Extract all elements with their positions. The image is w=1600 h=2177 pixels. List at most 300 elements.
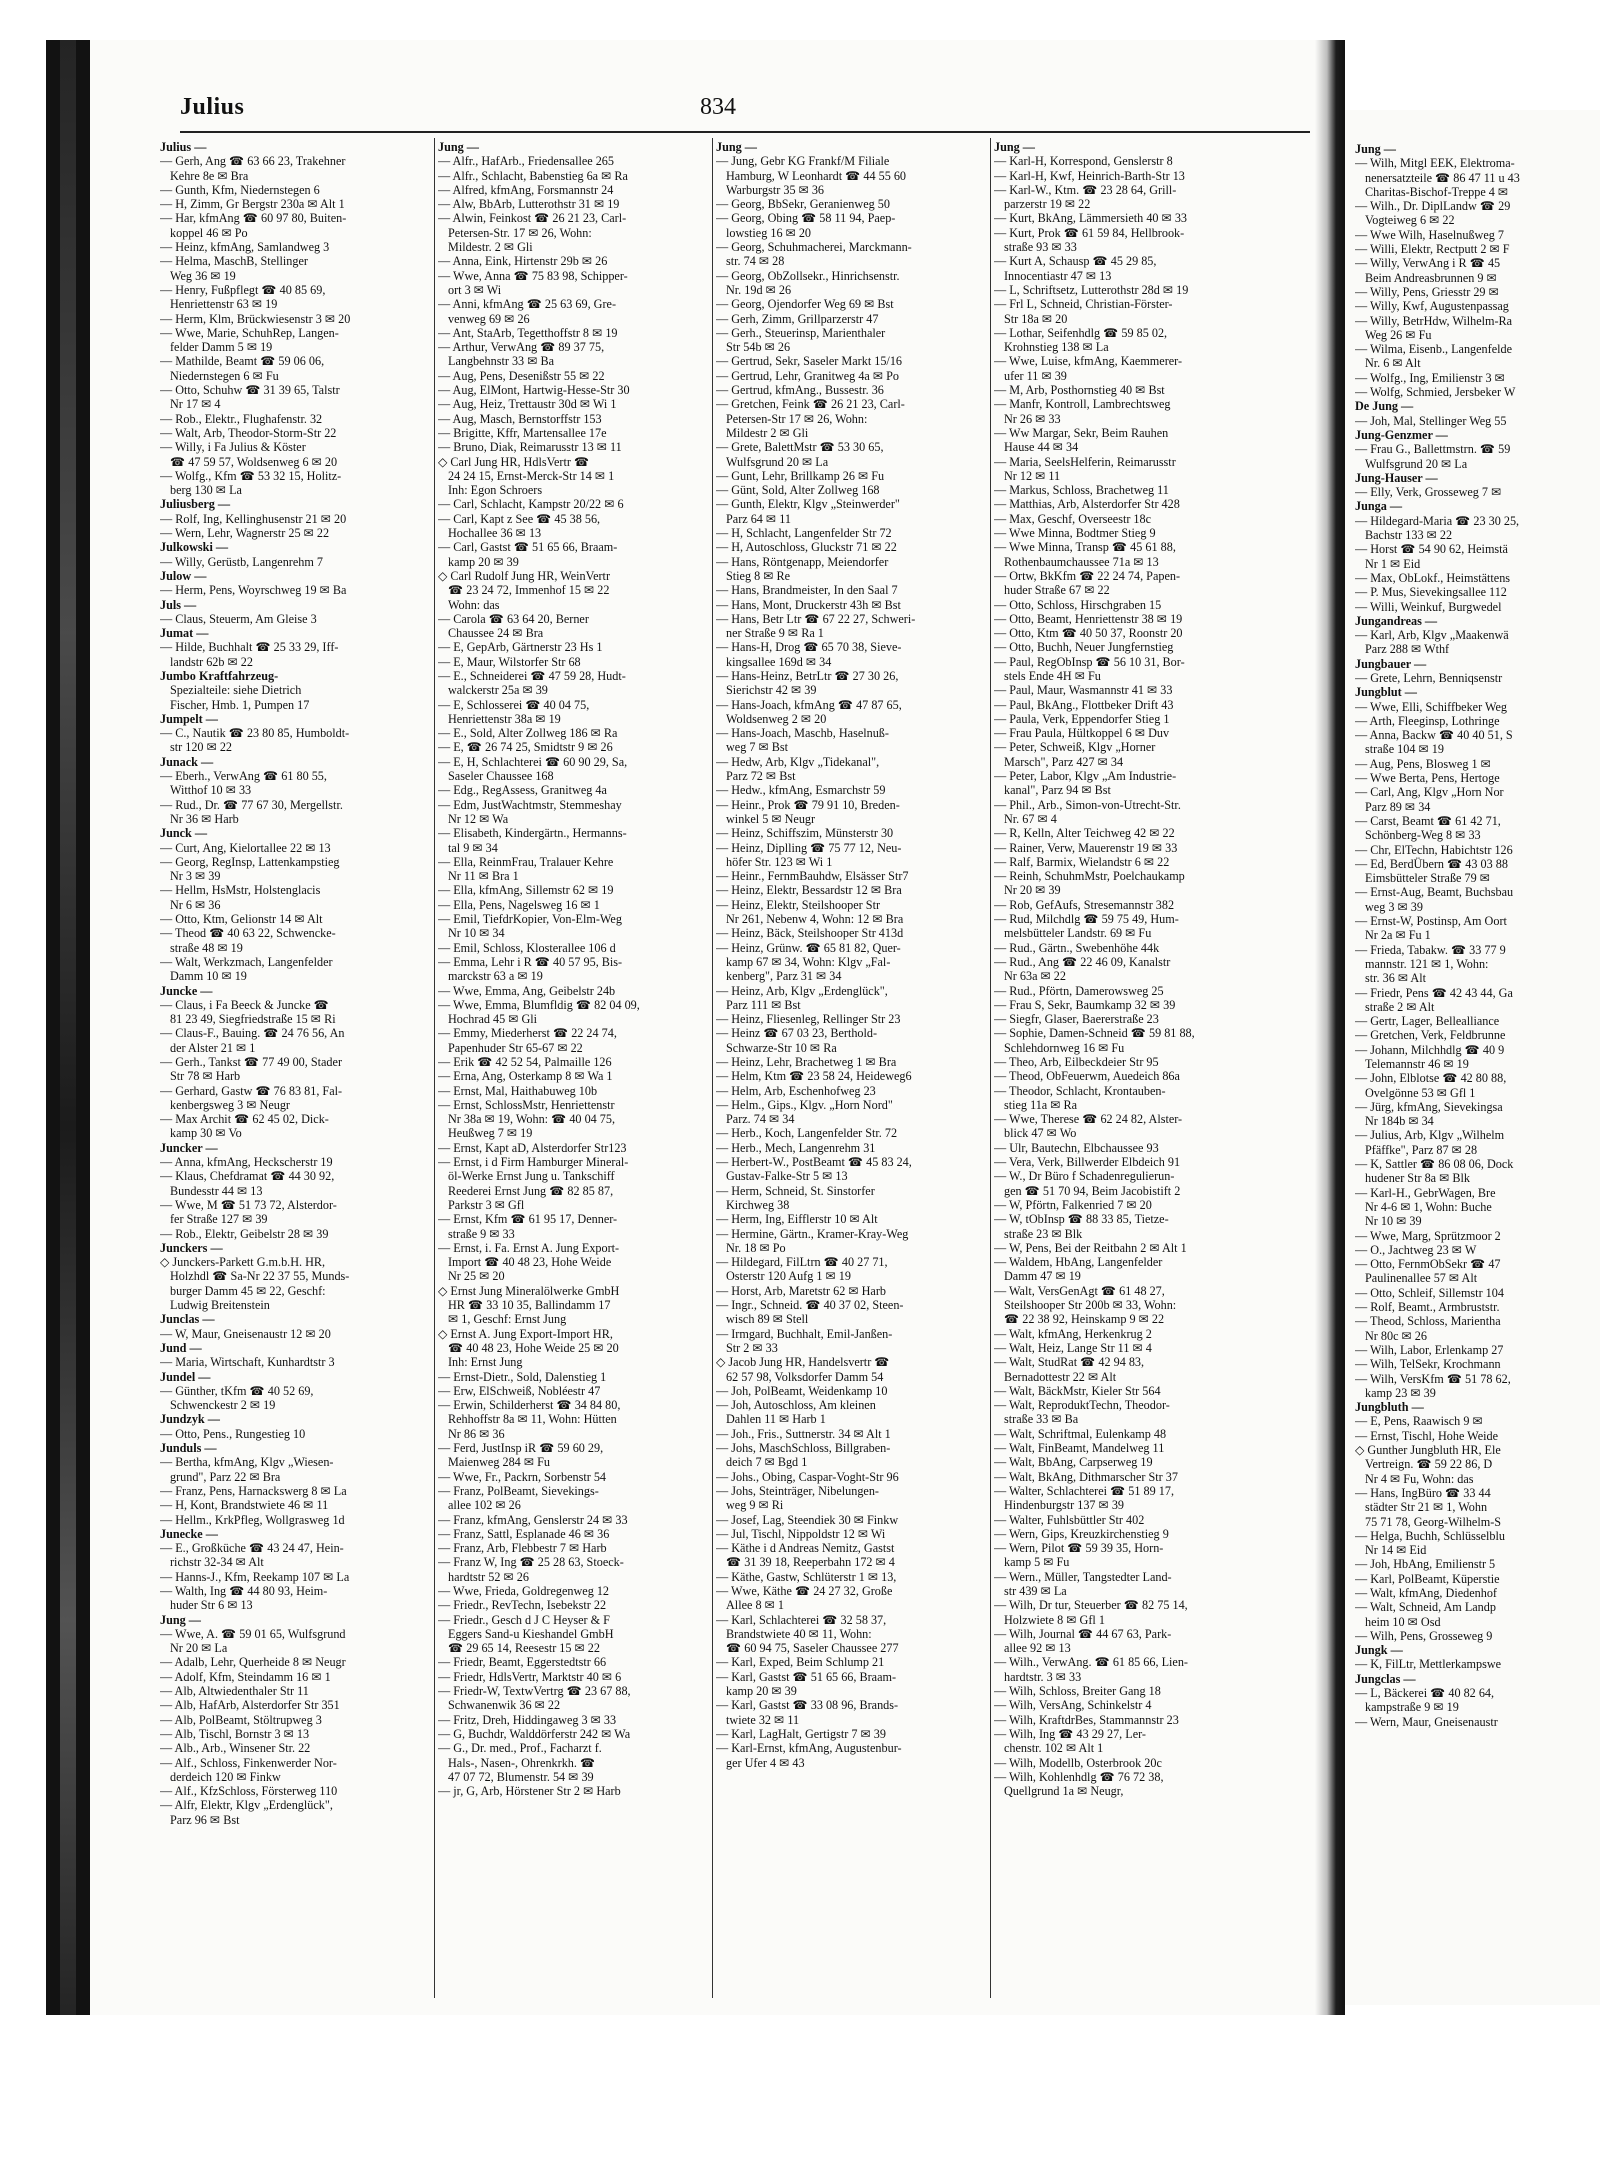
directory-entry-line: — Walth, Ing ☎ 44 80 93, Heim-: [160, 1583, 328, 1598]
directory-entry-line: — Karl-W., Ktm. ☎ 23 28 64, Grill-: [994, 182, 1177, 197]
directory-entry-line: — Willy, i Fa Julius & Köster: [160, 440, 306, 455]
directory-entry-line: — Hans-H, Drog ☎ 65 70 38, Sieve-: [716, 640, 902, 655]
column-divider: [434, 138, 435, 1998]
directory-entry-line: De Jung —: [1355, 399, 1414, 414]
directory-entry-line: Holzwiete 8 ✉ Gfl 1: [1004, 1612, 1105, 1627]
directory-entry-line: Jundel —: [160, 1369, 211, 1384]
directory-entry-line: wisch 89 ✉ Stell: [726, 1312, 809, 1327]
directory-entry-line: städter Str 21 ✉ 1, Wohn: [1365, 1500, 1488, 1515]
directory-entry-line: — Walt, BkAng, Dithmarscher Str 37: [994, 1469, 1178, 1484]
directory-entry-line: — Wolfg., Kfm ☎ 53 32 15, Holitz-: [160, 468, 342, 483]
directory-entry-line: — Willi, Elektr, Rectputt 2 ✉ F: [1355, 242, 1510, 257]
directory-entry-line: — Kurt, BkAng, Lämmersieth 40 ✉ 33: [994, 211, 1188, 226]
directory-entry-line: — Georg, Schuhmacherei, Marckmann-: [716, 240, 912, 255]
directory-entry-line: — Willi, Weinkuf, Burgwedel: [1355, 599, 1502, 614]
directory-entry-line: Spezialteile: siehe Dietrich: [170, 683, 302, 698]
directory-entry-line: — Wwe, Elli, Schiffbeker Weg: [1355, 699, 1508, 714]
directory-entry-line: Hause 44 ✉ 34: [1004, 440, 1079, 455]
directory-entry-line: straße 2 ✉ Alt: [1365, 999, 1435, 1014]
directory-entry-line: — Gerh., Steuerinsp, Marienthaler: [716, 325, 886, 340]
directory-entry-line: straße 23 ✉ Blk: [1004, 1226, 1083, 1241]
directory-entry-line: venweg 69 ✉ 26: [448, 311, 530, 326]
directory-entry-line: Wulfsgrund 20 ✉ La: [1365, 456, 1468, 471]
directory-entry-line: Hochallee 36 ✉ 13: [448, 526, 542, 541]
directory-entry-line: kamp 20 ✉ 39: [726, 1684, 797, 1699]
directory-entry-line: — Jürg, kfmAng, Sievekingsa: [1355, 1099, 1503, 1114]
directory-entry-line: Nr 12 ✉ Wa: [448, 811, 509, 826]
column-3: [716, 140, 984, 1770]
directory-entry-line: Nr 12 ✉ 11: [1004, 468, 1061, 483]
directory-entry-line: — Walt, Schriftmal, Eulenkamp 48: [994, 1426, 1167, 1441]
directory-entry-line: — H, Kont, Brandstwiete 46 ✉ 11: [160, 1498, 329, 1513]
directory-entry-line: Jungk —: [1355, 1643, 1403, 1658]
directory-entry-line: Ovelgönne 53 ✉ Gfl 1: [1365, 1085, 1476, 1100]
directory-entry-line: Nr 63a ✉ 22: [1004, 969, 1066, 984]
directory-entry-line: Jumbo Kraftfahrzeug-: [160, 668, 279, 683]
directory-entry-line: — Walt, StudRat ☎ 42 94 83,: [994, 1355, 1145, 1370]
directory-entry-line: — Käthe i d Andreas Nemitz, Gastst: [716, 1541, 895, 1556]
directory-entry-line: — Theod ☎ 40 63 22, Schwencke-: [160, 926, 336, 941]
directory-entry-line: Nr 86 ✉ 36: [448, 1426, 505, 1441]
directory-entry-line: Nr 36 ✉ Harb: [170, 811, 239, 826]
directory-entry-line: — Aug, Heiz, Trettaustr 30d ✉ Wi 1: [438, 397, 617, 412]
directory-entry-line: — Max Archit ☎ 62 45 02, Dick-: [160, 1112, 329, 1127]
directory-entry-line: — Walt, BäckMstr, Kieler Str 564: [994, 1383, 1161, 1398]
directory-entry-line: — E, GepArb, Gärtnerstr 23 Hs 1: [438, 640, 603, 655]
directory-entry-line: — Heinz, Bäck, Steilshooper Str 413d: [716, 926, 904, 941]
directory-entry-line: Beim Andreasbrunnen 9 ✉: [1365, 270, 1497, 285]
directory-entry-line: — Karl-H., GebrWagen, Bre: [1355, 1185, 1496, 1200]
directory-entry-line: Marsch", Parz 427 ✉ 34: [1004, 754, 1124, 769]
directory-entry-line: Junclas —: [160, 1312, 215, 1327]
directory-entry-line: — Bertha, kfmAng, Klgv „Wiesen-: [160, 1455, 334, 1470]
directory-entry-line: — Curt, Ang, Kielortallee 22 ✉ 13: [160, 840, 331, 855]
directory-entry-line: — Edg., RegAssess, Granitweg 4a: [438, 783, 607, 798]
directory-entry-line: kanal", Parz 94 ✉ Bst: [1004, 783, 1111, 798]
directory-entry-line: Nr 2a ✉ Fu 1: [1365, 928, 1431, 943]
directory-entry-line: chenstr. 102 ✉ Alt 1: [1004, 1741, 1104, 1756]
directory-entry-line: — Grete, Lehrn, Benniqsenstr: [1355, 670, 1503, 685]
directory-entry-line: — W., Dr Büro f Schadenregulierun-: [994, 1169, 1175, 1184]
directory-entry-line: — Walter, Schlachterei ☎ 51 89 17,: [994, 1483, 1175, 1498]
directory-entry-line: kenberg", Parz 31 ✉ 34: [726, 969, 842, 984]
directory-entry-line: — Markus, Schloss, Brachetweg 11: [994, 483, 1169, 498]
directory-entry-line: — Bruno, Diak, Reimarusstr 13 ✉ 11: [438, 440, 622, 455]
directory-entry-line: — Gertr, Lager, Bellealliance: [1355, 1014, 1500, 1029]
directory-entry-line: — Helm, Ktm ☎ 23 58 24, Heideweg6: [716, 1069, 912, 1084]
directory-entry-line: — Rob., Elektr., Flughafenstr. 32: [160, 411, 323, 426]
directory-entry-line: — Franz W, Ing ☎ 25 28 63, Stoeck-: [438, 1555, 624, 1570]
directory-entry-line: Parz 89 ✉ 34: [1365, 799, 1431, 814]
directory-entry-line: — Erw, ElSchweiß, Nobléestr 47: [438, 1383, 601, 1398]
directory-entry-line: — Günther, tKfm ☎ 40 52 69,: [160, 1383, 314, 1398]
directory-entry-line: Nr 20 ✉ 39: [1004, 883, 1061, 898]
directory-entry-line: huder Str 6 ✉ 13: [170, 1598, 253, 1613]
directory-entry-line: — Walt, FinBeamt, Mandelweg 11: [994, 1441, 1165, 1456]
directory-entry-line: Paulinenallee 57 ✉ Alt: [1365, 1271, 1478, 1286]
directory-entry-line: — Karl-H, Kwf, Heinrich-Barth-Str 13: [994, 168, 1185, 183]
directory-entry-line: Telemannstr 46 ✉ 19: [1365, 1057, 1469, 1071]
directory-entry-line: ◇ Junckers-Parkett G.m.b.H. HR,: [160, 1255, 326, 1270]
directory-entry-line: Junck —: [160, 826, 208, 841]
directory-entry-line: stels Ende 4H ✉ Fu: [1004, 668, 1101, 683]
directory-entry-line: Kehre 8e ✉ Bra: [170, 168, 249, 183]
directory-entry-line: — Friedr., RevTechn, Isebekstr 22: [438, 1598, 607, 1613]
directory-entry-line: allee 92 ✉ 13: [1004, 1641, 1071, 1656]
directory-entry-line: — Vera, Verk, Billwerder Elbdeich 91: [994, 1155, 1181, 1170]
directory-entry-line: — Alb, HafArb, Alsterdorfer Str 351: [160, 1698, 340, 1713]
directory-entry-line: Nr. 67 ✉ 4: [1004, 811, 1057, 826]
directory-entry-line: — Willy, Pens, Griesstr 29 ✉: [1355, 284, 1499, 299]
directory-entry-line: — Wwe Wilh, Haselnußweg 7: [1355, 227, 1505, 242]
directory-entry-line: — Friedr, Pens ☎ 42 43 44, Ga: [1355, 985, 1513, 1000]
directory-entry-line: — Willy, VerwAng i R ☎ 45: [1355, 256, 1501, 271]
directory-entry-line: — Carola ☎ 63 64 20, Berner: [438, 611, 589, 626]
directory-entry-line: — Erik ☎ 42 52 54, Palmaille 126: [438, 1055, 612, 1069]
directory-entry-line: — Arthur, VerwAng ☎ 89 37 75,: [438, 340, 605, 355]
directory-entry-line: — Ella, Pens, Nagelsweg 16 ✉ 1: [438, 897, 600, 912]
directory-entry-line: — Gerh., Tankst ☎ 77 49 00, Stader: [160, 1055, 342, 1069]
directory-entry-line: — Joh., Fris., Suttnerstr. 34 ✉ Alt 1: [716, 1426, 891, 1441]
directory-entry-line: Julkowski —: [160, 540, 229, 555]
directory-entry-line: — Franz, Sattl, Esplanade 46 ✉ 36: [438, 1526, 610, 1541]
directory-entry-line: str 439 ✉ La: [1004, 1583, 1067, 1598]
directory-entry-line: — Adalb, Lehr, Querheide 8 ✉ Neugr: [160, 1655, 346, 1670]
directory-entry-line: ☎ 22 38 92, Heinskamp 9 ✉ 22: [1004, 1312, 1165, 1327]
directory-entry-line: — Johs., Obing, Caspar-Voght-Str 96: [716, 1469, 899, 1484]
directory-entry-line: Vertreign. ☎ 59 22 86, D: [1365, 1457, 1493, 1472]
directory-entry-line: — Matthias, Arb, Alsterdorfer Str 428: [994, 497, 1180, 512]
directory-entry-line: weg 9 ✉ Ri: [726, 1498, 784, 1513]
directory-entry-line: straße 93 ✉ 33: [1004, 240, 1077, 255]
directory-entry-line: — Johs, Steinträger, Nibelungen-: [716, 1483, 879, 1498]
directory-entry-line: — Heinz, Grünw. ☎ 65 81 82, Quer-: [716, 940, 901, 955]
directory-entry-line: Jung-Hauser —: [1355, 470, 1438, 485]
directory-entry-line: straße 48 ✉ 19: [170, 940, 243, 955]
directory-entry-line: Henriettenstr 63 ✉ 19: [170, 297, 278, 312]
directory-entry-line: Jumpelt —: [160, 711, 218, 726]
directory-entry-line: 47 07 72, Blumenstr. 54 ✉ 39: [448, 1769, 594, 1784]
directory-entry-line: — Heinz, kfmAng, Samlandweg 3: [160, 240, 330, 255]
directory-entry-line: Schwarze-Str 10 ✉ Ra: [726, 1040, 837, 1055]
directory-entry-line: — Wilh, KraftdrBes, Stammannstr 23: [994, 1712, 1179, 1727]
directory-entry-line: Petersen-Str. 17 ✉ 26, Wohn:: [448, 225, 592, 240]
directory-entry-line: — Karl, LagHalt, Gertigstr 7 ✉ 39: [716, 1726, 886, 1741]
directory-entry-line: — E., Sold, Alter Zollweg 186 ✉ Ra: [438, 726, 618, 741]
directory-entry-line: — E, Schlosserei ☎ 40 04 75,: [438, 697, 590, 712]
directory-entry-line: Nr 25 ✉ 20: [448, 1269, 505, 1284]
directory-entry-line: — Maria, SeelsHelferin, Reimarusstr: [994, 454, 1176, 469]
directory-entry-line: öl-Werke Ernst Jung u. Tankschiff: [448, 1169, 615, 1184]
directory-entry-line: der Alster 21 ✉ 1: [170, 1040, 256, 1055]
directory-entry-line: ◇ Ernst Jung Mineralölwerke GmbH: [438, 1283, 620, 1298]
directory-entry-line: — Gerh, Ang ☎ 63 66 23, Trakehner: [160, 154, 346, 169]
directory-entry-line: — Heinz, Elektr, Bessardstr 12 ✉ Bra: [716, 883, 902, 898]
directory-entry-line: — Hans, IngBüro ☎ 33 44: [1355, 1485, 1491, 1500]
directory-entry-line: ◇ Gunther Jungbluth HR, Ele: [1355, 1443, 1501, 1458]
directory-entry-line: — Otto, Beamt, Henriettenstr 38 ✉ 19: [994, 611, 1183, 626]
directory-entry-line: — Lothar, Seifenhdlg ☎ 59 85 02,: [994, 325, 1168, 340]
directory-entry-line: deich 7 ✉ Bgd 1: [726, 1455, 808, 1470]
directory-entry-line: Jung —: [716, 140, 757, 154]
directory-entry-line: — Claus-F., Bauing. ☎ 24 76 56, An: [160, 1026, 345, 1041]
directory-entry-line: — Herb., Mech, Langenrehm 31: [716, 1140, 876, 1155]
directory-entry-line: — Theod, ObFeuerwm, Auedeich 86a: [994, 1069, 1180, 1084]
directory-entry-line: — Peter, Labor, Klgv „Am Industrie-: [994, 769, 1177, 784]
directory-entry-line: — Gerh, Zimm, Grillparzerstr 47: [716, 311, 879, 326]
directory-entry-line: Str 2 ✉ 33: [726, 1340, 778, 1355]
directory-entry-line: Witthof 10 ✉ 33: [170, 783, 252, 798]
directory-entry-line: Juncker —: [160, 1140, 218, 1155]
directory-entry-line: grund", Parz 22 ✉ Bra: [170, 1469, 281, 1484]
directory-entry-line: — E., Großküche ☎ 43 24 47, Hein-: [160, 1541, 344, 1556]
directory-entry-line: — Wilh, Kohlenhdlg ☎ 76 72 38,: [994, 1769, 1164, 1784]
directory-entry-line: — Paul, RegObInsp ☎ 56 10 31, Bor-: [994, 654, 1185, 669]
directory-entry-line: 24 24 15, Ernst-Merck-Str 14 ✉ 1: [448, 468, 615, 483]
directory-entry-line: — Otto, Pens., Rungestieg 10: [160, 1426, 306, 1441]
directory-entry-line: Bachstr 133 ✉ 22: [1365, 528, 1453, 543]
directory-entry-line: Nr 80c ✉ 26: [1365, 1328, 1427, 1343]
directory-entry-line: Schlehdornweg 16 ✉ Fu: [1004, 1040, 1125, 1055]
directory-entry-line: — E, Maur, Wilstorfer Str 68: [438, 654, 581, 669]
directory-entry-line: — Wern, Pilot ☎ 59 39 35, Horn-: [994, 1541, 1164, 1556]
directory-entry-line: Bundesstr 44 ✉ 13: [170, 1183, 263, 1198]
directory-entry-line: straße 104 ✉ 19: [1365, 742, 1444, 757]
directory-entry-line: straße 33 ✉ Ba: [1004, 1412, 1079, 1427]
directory-entry-line: — Walt, Heiz, Lange Str 11 ✉ 4: [994, 1340, 1152, 1355]
directory-entry-line: Jung-Genzmer —: [1355, 427, 1448, 442]
directory-entry-line: — Helma, MaschB, Stellinger: [160, 254, 308, 269]
directory-entry-line: ☎ 47 59 57, Woldsenweg 6 ✉ 20: [170, 454, 338, 469]
directory-entry-line: — Georg, BbSekr, Geranienweg 50: [716, 197, 890, 212]
directory-entry-line: Nr 20 ✉ La: [170, 1641, 228, 1656]
directory-entry-line: Jungblut —: [1355, 685, 1417, 700]
directory-entry-line: ◇ Ernst A. Jung Export-Import HR,: [438, 1326, 613, 1341]
directory-entry-line: Jungclas —: [1355, 1671, 1416, 1686]
directory-entry-line: Nr 4 ✉ Fu, Wohn: das: [1365, 1471, 1474, 1486]
directory-entry-line: — Wilh, Labor, Erlenkamp 27: [1355, 1342, 1504, 1357]
directory-entry-line: — Alf., KfzSchloss, Försterweg 110: [160, 1784, 338, 1799]
directory-entry-line: — Gunth, Elektr, Klgv „Steinwerder": [716, 497, 900, 512]
directory-entry-line: tal 9 ✉ 34: [448, 840, 498, 855]
directory-entry-line: Import ☎ 40 48 23, Hohe Weide: [448, 1255, 612, 1270]
directory-entry-line: — Gertrud, Sekr, Saseler Markt 15/16: [716, 354, 903, 369]
directory-entry-line: Nr 10 ✉ 34: [448, 926, 505, 941]
directory-entry-line: — Karl, Schlachterei ☎ 32 58 37,: [716, 1612, 887, 1627]
directory-entry-line: — Claus, Steuerm, Am Gleise 3: [160, 611, 317, 626]
directory-entry-line: — K, FilLtr, Mettlerkampswe: [1355, 1657, 1502, 1672]
directory-entry-line: — Wilh, Schloss, Breiter Gang 18: [994, 1684, 1161, 1699]
directory-entry-line: Brandstwiete 40 ✉ 11, Wohn:: [726, 1626, 872, 1641]
directory-entry-line: Kirchweg 38: [726, 1197, 790, 1212]
directory-entry-line: Holzhdl ☎ Sa-Nr 22 37 55, Munds-: [170, 1269, 350, 1284]
directory-entry-line: — Elly, Verk, Grosseweg 7 ✉: [1355, 485, 1502, 500]
directory-entry-line: Junduls —: [160, 1441, 217, 1456]
directory-entry-line: Str 54b ✉ 26: [726, 340, 791, 355]
directory-entry-line: koppel 46 ✉ Po: [170, 225, 248, 240]
directory-entry-line: — Alb, Tischl, Bornstr 3 ✉ 13: [160, 1726, 310, 1741]
directory-entry-line: — Rud., Gärtn., Swebenhöhe 44k: [994, 940, 1160, 955]
directory-entry-line: — Wwe, Marie, SchuhRep, Langen-: [160, 325, 339, 340]
directory-entry-line: — Walt, Arb, Theodor-Storm-Str 22: [160, 425, 337, 440]
directory-entry-line: — Georg, ObZollsekr., Hinrichsenstr.: [716, 268, 900, 283]
directory-entry-line: lowstieg 16 ✉ 20: [726, 225, 812, 240]
directory-entry-line: — Wilh, Mitgl EEK, Elektroma-: [1355, 156, 1515, 171]
directory-entry-line: 81 23 49, Siegfriedstraße 15 ✉ Ri: [170, 1012, 336, 1027]
directory-entry-line: Julius —: [160, 140, 207, 154]
directory-entry-line: — Hedw, Arb, Klgv „Tidekanal",: [716, 754, 880, 769]
directory-entry-line: Nr 26 ✉ 33: [1004, 411, 1061, 426]
directory-entry-line: — Alf., Schloss, Finkenwerder Nor-: [160, 1755, 337, 1770]
directory-entry-line: — Ulr, Bautechn, Elbchaussee 93: [994, 1140, 1159, 1155]
directory-entry-line: — Otto, Ktm ☎ 40 50 37, Roonstr 20: [994, 626, 1183, 641]
directory-entry-line: — Walt, VersGenAgt ☎ 61 48 27,: [994, 1283, 1165, 1298]
directory-entry-line: — Frau G., Ballettmstrn. ☎ 59: [1355, 442, 1511, 457]
directory-entry-line: Rothenbaumchaussee 71a ✉ 13: [1004, 554, 1159, 569]
directory-entry-line: — Alfr, Elektr, Klgv „Erdenglück",: [160, 1798, 333, 1813]
directory-entry-line: Damm 10 ✉ 19: [170, 969, 247, 984]
directory-entry-line: — Georg, Obing ☎ 58 11 94, Paep-: [716, 211, 896, 226]
directory-entry-line: — Rud., Dr. ☎ 77 67 30, Mergellstr.: [160, 797, 343, 812]
directory-entry-line: — Friedr-W, TextwVertrg ☎ 23 67 88,: [438, 1684, 631, 1699]
directory-entry-line: — H, Schlacht, Langenfelder Str 72: [716, 526, 892, 541]
directory-entry-line: — Frau S, Sekr, Baumkamp 32 ✉ 39: [994, 997, 1176, 1012]
directory-entry-line: Nr 6 ✉ 36: [170, 897, 221, 912]
directory-entry-line: — Herb., Koch, Langenfelder Str. 72: [716, 1126, 898, 1141]
directory-entry-line: — Waldem, HbAng, Langenfelder: [994, 1255, 1163, 1270]
page-number: 834: [700, 94, 736, 120]
directory-entry-line: — Anna, Backw ☎ 40 40 51, S: [1355, 728, 1513, 743]
directory-entry-line: ☎ 29 65 14, Reesestr 15 ✉ 22: [448, 1641, 600, 1656]
directory-entry-line: ☎ 40 48 23, Hohe Weide 25 ✉ 20: [448, 1340, 619, 1355]
directory-entry-line: Nr 14 ✉ Eid: [1365, 1543, 1427, 1558]
directory-entry-line: ger Ufer 4 ✉ 43: [726, 1755, 805, 1770]
directory-entry-line: — Heinz, Schiffszim, Münsterstr 30: [716, 826, 894, 841]
directory-entry-line: Saseler Chaussee 168: [448, 769, 554, 784]
directory-entry-line: — Gertrud, Lehr, Granitweg 4a ✉ Po: [716, 368, 900, 383]
directory-entry-line: nenersatzteile ☎ 86 47 11 u 43: [1365, 170, 1520, 185]
directory-entry-line: — Gretchen, Feink ☎ 26 21 23, Carl-: [716, 397, 905, 412]
directory-entry-line: — Ella, kfmAng, Sillemstr 62 ✉ 19: [438, 883, 614, 898]
directory-entry-line: Ludwig Breitenstein: [170, 1298, 270, 1313]
directory-entry-line: ☎ 23 24 72, Immenhof 15 ✉ 22: [448, 583, 610, 598]
directory-entry-line: — Rud., Pförtn, Damerowsweg 25: [994, 983, 1164, 998]
directory-entry-line: — E., Schneiderei ☎ 47 59 28, Hudt-: [438, 668, 626, 683]
directory-entry-line: Hochrad 45 ✉ Gli: [448, 1012, 538, 1027]
directory-entry-line: Juncke —: [160, 983, 213, 998]
directory-entry-line: Stieg 8 ✉ Re: [726, 568, 791, 583]
directory-entry-line: Jung —: [1355, 142, 1396, 156]
directory-entry-line: Mildestr. 2 ✉ Gli: [448, 240, 533, 255]
directory-entry-line: — Wwe, Therese ☎ 62 24 82, Alster-: [994, 1112, 1183, 1127]
directory-entry-line: — Wilh, Pens, Grosseweg 9: [1355, 1628, 1493, 1643]
directory-entry-line: Nr 3 ✉ 39: [170, 869, 221, 884]
directory-entry-line: — Alfred, kfmAng, Forsmannstr 24: [438, 182, 614, 197]
directory-entry-line: — Joh, PolBeamt, Weidenkamp 10: [716, 1383, 888, 1398]
directory-entry-line: — Karl, Arb, Klgv „Maakenwä: [1355, 628, 1509, 643]
directory-entry-line: — Hildegard, FilLtrn ☎ 40 27 71,: [716, 1255, 888, 1270]
directory-entry-line: Parz 96 ✉ Bst: [170, 1812, 240, 1827]
directory-entry-line: kenbergsweg 3 ✉ Neugr: [170, 1097, 290, 1112]
directory-entry-line: HR ☎ 33 10 35, Ballindamm 17: [448, 1298, 611, 1313]
directory-entry-line: — Walt, kfmAng, Diedenhof: [1355, 1585, 1497, 1600]
directory-entry-line: Parz 64 ✉ 11: [726, 511, 791, 526]
directory-entry-line: — Anni, kfmAng ☎ 25 63 69, Gre-: [438, 297, 617, 312]
directory-entry-line: burger Damm 45 ✉ 22, Geschf:: [170, 1283, 326, 1298]
directory-entry-line: Julow —: [160, 568, 207, 583]
directory-entry-line: Parkstr 3 ✉ Gfl: [448, 1197, 525, 1212]
directory-entry-line: — Paul, BkAng., Flottbeker Drift 43: [994, 697, 1174, 712]
directory-entry-line: — Frl L, Schneid, Christian-Förster-: [994, 297, 1173, 312]
directory-entry-line: — C., Nautik ☎ 23 80 85, Humboldt-: [160, 726, 350, 741]
directory-entry-line: Wohn: das: [448, 597, 500, 612]
directory-entry-line: — Aug, Masch, Bernstorffstr 153: [438, 411, 602, 426]
page-gutter: [1315, 40, 1345, 2015]
directory-entry-line: — Wolfg., Ing, Emilienstr 3 ✉: [1355, 370, 1505, 385]
directory-entry-line: Niedernstegen 6 ✉ Fu: [170, 368, 279, 383]
directory-entry-line: — Walt, BbAng, Carpserweg 19: [994, 1455, 1153, 1470]
directory-entry-line: — Wwe, Anna ☎ 75 83 98, Schipper-: [438, 268, 628, 283]
directory-entry-line: — Grete, BalettMstr ☎ 53 30 65,: [716, 440, 884, 455]
directory-entry-line: — Joh, HbAng, Emilienstr 5: [1355, 1557, 1496, 1572]
directory-entry-line: Parz. 74 ✉ 34: [726, 1112, 795, 1127]
directory-entry-line: Steilshooper Str 200b ✉ 33, Wohn:: [1004, 1298, 1177, 1313]
directory-entry-line: Reederei Ernst Jung ☎ 82 85 87,: [448, 1183, 614, 1198]
directory-entry-line: — Julius, Arb, Klgv „Wilhelm: [1355, 1128, 1505, 1143]
directory-entry-line: — Carl, Kapt z See ☎ 45 38 56,: [438, 511, 601, 526]
directory-entry-line: — Ernst, Kapt aD, Alsterdorfer Str123: [438, 1140, 627, 1155]
directory-entry-line: Nr 10 ✉ 39: [1365, 1214, 1422, 1229]
directory-entry-line: Pfäffke", Parz 87 ✉ 28: [1365, 1142, 1478, 1157]
directory-entry-line: Nr. 18 ✉ Po: [726, 1240, 786, 1255]
directory-entry-line: — R, Kelln, Alter Teichweg 42 ✉ 22: [994, 826, 1175, 841]
directory-entry-line: — E, H, Schlachterei ☎ 60 90 29, Sa,: [438, 754, 628, 769]
directory-entry-line: — Manfr, Kontroll, Lambrechtsweg: [994, 397, 1171, 412]
directory-entry-line: Eimsbütteler Straße 79 ✉: [1365, 871, 1490, 886]
directory-entry-line: — Rud, Milchdlg ☎ 59 75 49, Hum-: [994, 912, 1179, 927]
directory-entry-line: heim 10 ✉ Osd: [1365, 1614, 1441, 1629]
directory-entry-line: — Hans, Betr Ltr ☎ 67 22 27, Schweri-: [716, 611, 916, 626]
directory-entry-line: — Günt, Sold, Alter Zollweg 168: [716, 483, 880, 498]
directory-entry-line: — Hildegard-Maria ☎ 23 30 25,: [1355, 513, 1520, 528]
directory-entry-line: — Anna, Eink, Hirtenstr 29b ✉ 26: [438, 254, 608, 269]
directory-entry-line: kamp 5 ✉ Fu: [1004, 1555, 1070, 1570]
directory-entry-line: — Hellm., KrkPfleg, Wollgrasweg 1d: [160, 1512, 345, 1527]
directory-entry-line: — Wilh., VerwAng. ☎ 61 85 66, Lien-: [994, 1655, 1188, 1670]
directory-entry-line: — Ernst, i. Fa. Ernst A. Jung Export-: [438, 1240, 620, 1255]
directory-entry-line: — Heinr., FernmBauhdw, Elsässer Str7: [716, 869, 909, 884]
directory-entry-line: — Ernst, Mal, Haithabuweg 10b: [438, 1083, 598, 1098]
directory-entry-line: derdeich 120 ✉ Finkw: [170, 1769, 281, 1784]
directory-entry-line: Osterstr 120 Aufg 1 ✉ 19: [726, 1269, 851, 1284]
directory-entry-line: — Karl, Gastst ☎ 51 65 66, Braam-: [716, 1669, 897, 1684]
directory-entry-line: Nr 11 ✉ Bra 1: [448, 869, 519, 884]
directory-entry-line: Jund —: [160, 1340, 202, 1355]
directory-entry-line: Maienweg 284 ✉ Fu: [448, 1455, 550, 1470]
directory-entry-line: — Wilh, Journal ☎ 44 67 63, Park-: [994, 1626, 1172, 1641]
directory-entry-line: — Wwe, A. ☎ 59 01 65, Wulfsgrund: [160, 1626, 346, 1641]
directory-entry-line: Nr. 19d ✉ 26: [726, 282, 792, 297]
directory-entry-line: Inh: Ernst Jung: [448, 1355, 523, 1370]
directory-entry-line: — Alwin, Feinkost ☎ 26 21 23, Carl-: [438, 211, 627, 226]
directory-entry-line: Allee 8 ✉ 1: [726, 1598, 784, 1613]
directory-entry-line: Nr. 6 ✉ Alt: [1365, 356, 1421, 371]
directory-entry-line: — Mathilde, Beamt ☎ 59 06 06,: [160, 354, 325, 369]
directory-entry-line: — Wilh., Dr. DiplLandw ☎ 29: [1355, 199, 1511, 214]
directory-entry-line: — W, Pförtn, Falkenried 7 ✉ 20: [994, 1197, 1152, 1212]
directory-entry-line: — Walt, kfmAng, Herkenkrug 2: [994, 1326, 1152, 1341]
directory-entry-line: — Carst, Beamt ☎ 61 42 71,: [1355, 813, 1501, 828]
